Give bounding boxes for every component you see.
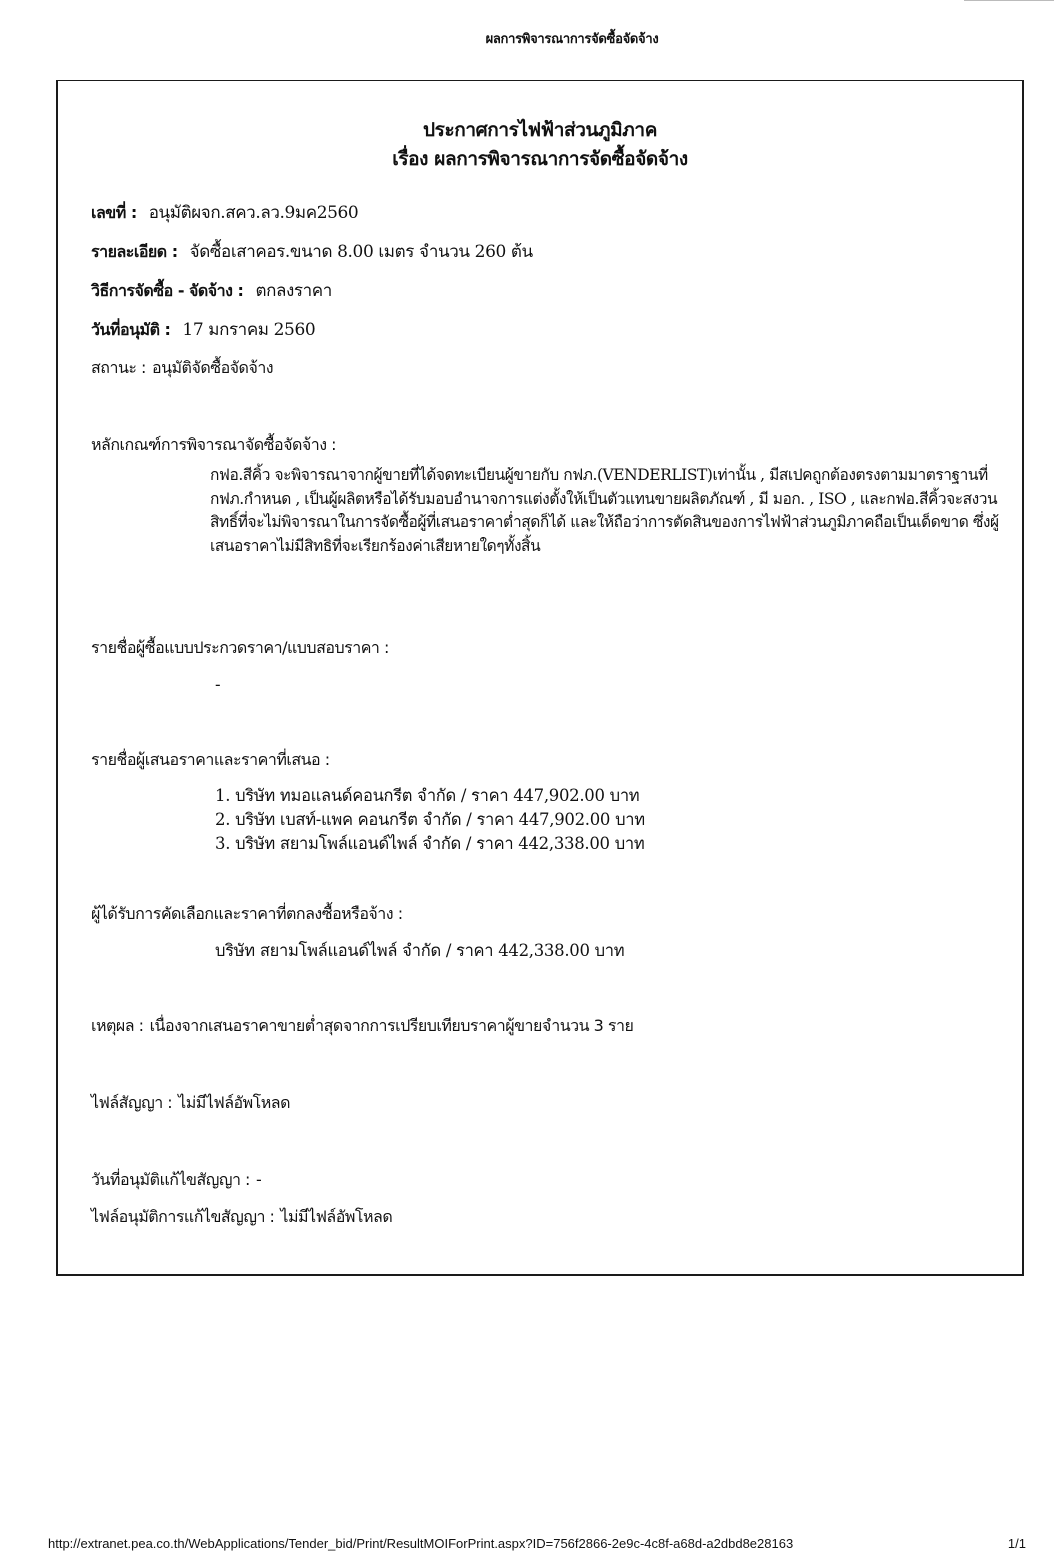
- reason-value: เนื่องจากเสนอราคาขายต่ำสุดจากการเปรียบเทียบราคาผู้ขายจำนวน 3 ราย: [149, 1016, 634, 1035]
- buyers-heading: [91, 637, 389, 659]
- amendment-file-label: ไฟล์อนุมัติการแก้ไขสัญญา :: [91, 1207, 275, 1226]
- status-label: สถานะ :: [91, 358, 146, 377]
- bidders-heading: [91, 749, 330, 771]
- announcement-frame: [56, 80, 1024, 1276]
- reason-label: เหตุผล :: [91, 1016, 144, 1035]
- reason-row: [91, 1015, 633, 1037]
- number-value: อนุมัติผจก.สคว.ลว.9มค2560: [148, 203, 359, 223]
- announcement-title-line1: ประกาศการไฟฟ้าส่วนภูมิภาค: [422, 119, 658, 141]
- winner-heading: [91, 903, 403, 925]
- method-row: [91, 280, 332, 302]
- page-number: 1/1: [1007, 1536, 1026, 1551]
- contract-file-label: ไฟล์สัญญา :: [91, 1093, 173, 1112]
- approval-date-row: [91, 319, 315, 341]
- method-value: ตกลงราคา: [255, 281, 332, 301]
- approval-date-label: วันที่อนุมัติ :: [91, 320, 171, 339]
- amendment-file-row: [91, 1206, 392, 1228]
- bidder-item: 3. บริษัท สยามโพล์แอนด์ไพล์ จำกัด / ราคา 442,338.00 บาท: [215, 834, 645, 853]
- print-source-url-link[interactable]: http://extranet.pea.co.th/WebApplications/Tender_bid/Print/ResultMOIForPrint.aspx?ID=756f2866-2e9c-4c8f-a68d-a2dbd8e28163: [48, 1536, 794, 1551]
- announcement-title-line2: เรื่อง ผลการพิจารณาการจัดซื้อจัดจ้าง: [392, 148, 688, 170]
- bidders-label: รายชื่อผู้เสนอราคาและราคาที่เสนอ :: [91, 750, 330, 769]
- detail-value: จัดซื้อเสาคอร.ขนาด 8.00 เมตร จำนวน 260 ต้น: [189, 242, 533, 262]
- status-value: อนุมัติจัดซื้อจัดจ้าง: [151, 358, 274, 377]
- criteria-heading: [91, 434, 336, 456]
- detail-row: [91, 241, 533, 263]
- method-label: วิธีการจัดซื้อ - จัดจ้าง :: [91, 281, 244, 300]
- criteria-text: กฟอ.สีคิ้ว จะพิจารณาจากผู้ขายที่ได้จดทะเบียนผู้ขายกับ กฟภ.(VENDERLIST)เท่านั้น , มีสเปคถูกต้องตรงตามมาตราฐานที่ กฟภ.กำหนด , เป็นผู้ผลิตหรือได้รับมอบอำนาจการแต่งตั้งให้เป็นตัวแทนขายผลิตภัณฑ์ , มี มอก. , ISO , และกฟอ.สีคิ้วจะสงวนสิทธิ์ที่จะไม่พิจารณาในการจัดซื้อผู้ที่เสนอราคาต่ำสุดก็ได้ และให้ถือว่าการตัดสินของการไฟฟ้าส่วนภูมิภาคถือเป็นเด็ดขาด ซึ่งผู้เสนอราคาไม่มีสิทธิที่จะเรียกร้องค่าเสียหายใดๆทั้งสิ้น: [210, 466, 999, 555]
- buyers-value: -: [215, 675, 221, 694]
- announcement-title: [58, 116, 1022, 174]
- amendment-date-row: [91, 1169, 261, 1191]
- criteria-label: หลักเกณฑ์การพิจารณาจัดซื้อจัดจ้าง :: [91, 435, 337, 454]
- status-row: [91, 357, 273, 379]
- number-label: เลขที่ :: [91, 203, 137, 222]
- approval-date-value: 17 มกราคม 2560: [182, 320, 316, 340]
- top-edge-rule: [964, 0, 1054, 1]
- buyers-label: รายชื่อผู้ซื้อแบบประกวดราคา/แบบสอบราคา :: [91, 638, 389, 657]
- contract-file-row: [91, 1092, 290, 1114]
- amendment-file-value: ไม่มีไฟล์อัพโหลด: [280, 1207, 393, 1226]
- winner-value: บริษัท สยามโพล์แอนด์ไพล์ จำกัด / ราคา 442,338.00 บาท: [215, 941, 625, 960]
- winner-label: ผู้ได้รับการคัดเลือกและราคาที่ตกลงซื้อหรือจ้าง :: [91, 904, 403, 923]
- bidder-item: 1. บริษัท ทมอแลนด์คอนกรีต จำกัด / ราคา 447,902.00 บาท: [215, 786, 640, 805]
- number-row: [91, 202, 358, 224]
- page-header-title: ผลการพิจารณาการจัดซื้อจัดจ้าง: [485, 32, 659, 47]
- bidder-item: 2. บริษัท เบสท์-แพค คอนกรีต จำกัด / ราคา 447,902.00 บาท: [215, 810, 645, 829]
- contract-file-value: ไม่มีไฟล์อัพโหลด: [178, 1093, 290, 1112]
- amendment-date-label: วันที่อนุมัติแก้ไขสัญญา :: [91, 1170, 250, 1189]
- amendment-date-value: -: [255, 1170, 262, 1189]
- detail-label: รายละเอียด :: [91, 242, 178, 261]
